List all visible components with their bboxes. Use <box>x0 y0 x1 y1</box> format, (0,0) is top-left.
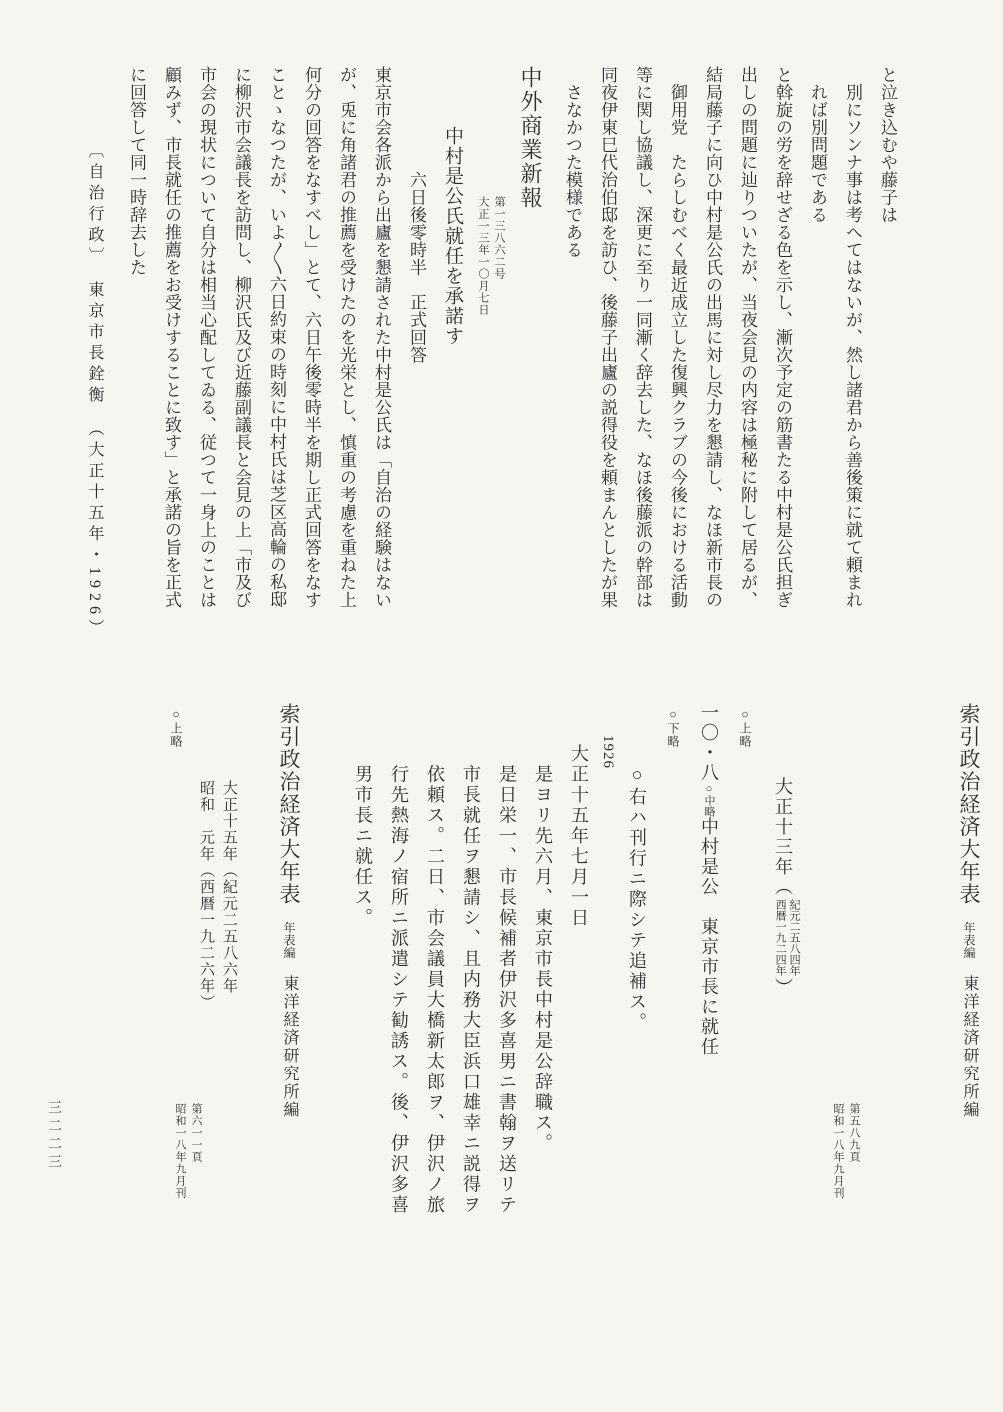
year-paren-line: 西暦一九二四年 <box>774 899 787 976</box>
text-column: さなかつた模様である <box>563 66 582 259</box>
entry-text: 中村是公 東京市長に就任 <box>699 817 719 1057</box>
year-heading-line: 大正十五年（紀元二五八六年 <box>221 780 237 995</box>
page-citation-line: 昭和一八年九月刊 <box>174 1103 186 1199</box>
year-label: 1926 <box>600 735 616 769</box>
text-column: 男市長ニ就任ス。 <box>353 703 373 929</box>
text-column: 別にソンナ事は考へてはないが、然し諸君から善後策に就て頼まれ <box>843 66 862 609</box>
source-title <box>948 695 990 1310</box>
text-column: 等に関し協議し、深更に至り一同漸く辞去した、なほ後藤派の幹部は <box>633 66 652 609</box>
era-name: 大正十三年 <box>773 777 793 877</box>
text-column: と泣き込むや藤子は <box>878 66 897 224</box>
text-column: 御用党 たらしむべく最近成立した復興クラブの今後における活動 <box>668 66 687 609</box>
page-citation <box>830 1103 862 1199</box>
page-citation-line: 第五八九頁 <box>848 1103 860 1163</box>
source-edition: 年表編 <box>282 921 296 959</box>
bottom-article <box>158 695 990 1310</box>
page-number: 三二二三 <box>46 1100 61 1172</box>
text-column: 市長就任ヲ懇請シ、且内務大臣浜口雄幸ニ説得ヲ <box>461 703 481 1216</box>
text-column: 同夜伊東巳代治伯邸を訪ひ、後藤子出廬の説得役を頼まんとしたが果 <box>598 66 617 609</box>
article-headline: 中村是公氏就任を承諾す <box>442 66 463 346</box>
source-citation: 〔自治行政〕 東京市長銓衡 （大正十五年・1926） <box>86 66 103 640</box>
page-citation-line: 昭和一八年九月刊 <box>832 1103 844 1199</box>
issue-citation <box>475 58 507 718</box>
source-editor: 東洋経済研究所編 <box>281 975 298 1119</box>
text-column: 東京市会各派から出廬を懇請された中村是公氏は「自治の経験はない <box>372 66 391 609</box>
text-column: と斡旋の労を辞せざる色を示し、漸次予定の筋書たる中村是公氏担ぎ <box>773 66 792 609</box>
text-column: 市会の現状について自分は相当心配してゐる、従つて一身上のことは <box>197 66 216 609</box>
text-column: れば別問題である <box>808 66 827 224</box>
page-citation-line: 第六一一頁 <box>190 1103 202 1163</box>
top-article <box>76 58 905 718</box>
omission-mark: ○上略 <box>169 707 183 748</box>
text-column: 是ヨリ先六月、東京市長中村是公辞職ス。 <box>533 703 553 1154</box>
year-heading-line: 昭和 元年（西暦一九二六年） <box>198 780 214 1011</box>
newspaper-title: 中外商業新報 <box>518 66 543 210</box>
omission-mark: ○上略 <box>738 707 752 748</box>
source-title-text: 索引政治経済大年表 <box>957 703 981 906</box>
source-editor: 東洋経済研究所編 <box>961 975 978 1119</box>
text-column: に柳沢市会議長を訪問し、柳沢氏及び近藤副議長と会見の上「市及び <box>232 66 251 609</box>
text-column: 結局藤子に向ひ中村是公氏の出馬に対し尽力を懇請し、なほ新市長の <box>703 66 722 609</box>
text-column: 依頼ス。二日、市会議員大橋新太郎ヲ、伊沢ノ旅 <box>425 703 445 1216</box>
year-paren-line: 紀元二五八四年 <box>788 899 801 976</box>
source-title <box>268 695 310 1310</box>
text-column: ことゝなつたが、いよ〳〵六日約束の時刻に中村氏は芝区高輪の私邸 <box>267 66 286 608</box>
year-heading <box>194 695 240 1310</box>
chronicle-entry <box>691 695 727 1310</box>
page-citation <box>172 1103 204 1199</box>
text-column: ○右ハ刊行ニ際シテ追補ス。 <box>627 703 647 1033</box>
text-column: 何分の回答をなすべし」とて、六日午後零時半を期し正式回答をなす <box>302 66 321 609</box>
source-edition: 年表編 <box>962 921 976 959</box>
text-column: が、兎に角諸君の推薦を受けたのを光栄とし、慎重の考慮を重ねた上 <box>337 66 356 609</box>
text-column: 出しの問題に辿りついたが、当夜会見の内容は極秘に附して居るが、 <box>738 66 757 609</box>
year-heading: 大正十三年（ 紀元二五八四年 西暦一九二四年 ） <box>773 777 801 998</box>
issue-citation-line: 第一三八六二号 <box>493 196 505 280</box>
text-column: 顧みず、市長就任の推薦をお受けすることに致す」と承諾の旨を正式 <box>162 66 181 609</box>
text-column: に回答して同一時辞去した <box>127 66 146 276</box>
year-paren <box>773 899 801 976</box>
omission-mark: ○中略 <box>703 783 715 817</box>
source-title-text: 索引政治経済大年表 <box>277 703 301 906</box>
text-column: 是日栄一、市長候補者伊沢多喜男ニ書翰ヲ送リテ <box>497 703 517 1216</box>
text-column: 行先熱海ノ宿所ニ派遣シテ勧誘ス。後、伊沢多喜 <box>389 703 409 1216</box>
issue-citation-line: 大正一三年一〇月七日 <box>477 196 489 316</box>
text-column: 大正十五年七月一日 <box>569 703 589 929</box>
entry-date: 一〇・八 <box>699 703 719 783</box>
article-subhead: 六日後零時半 正式回答 <box>407 66 426 364</box>
omission-mark: ○下略 <box>666 707 680 748</box>
